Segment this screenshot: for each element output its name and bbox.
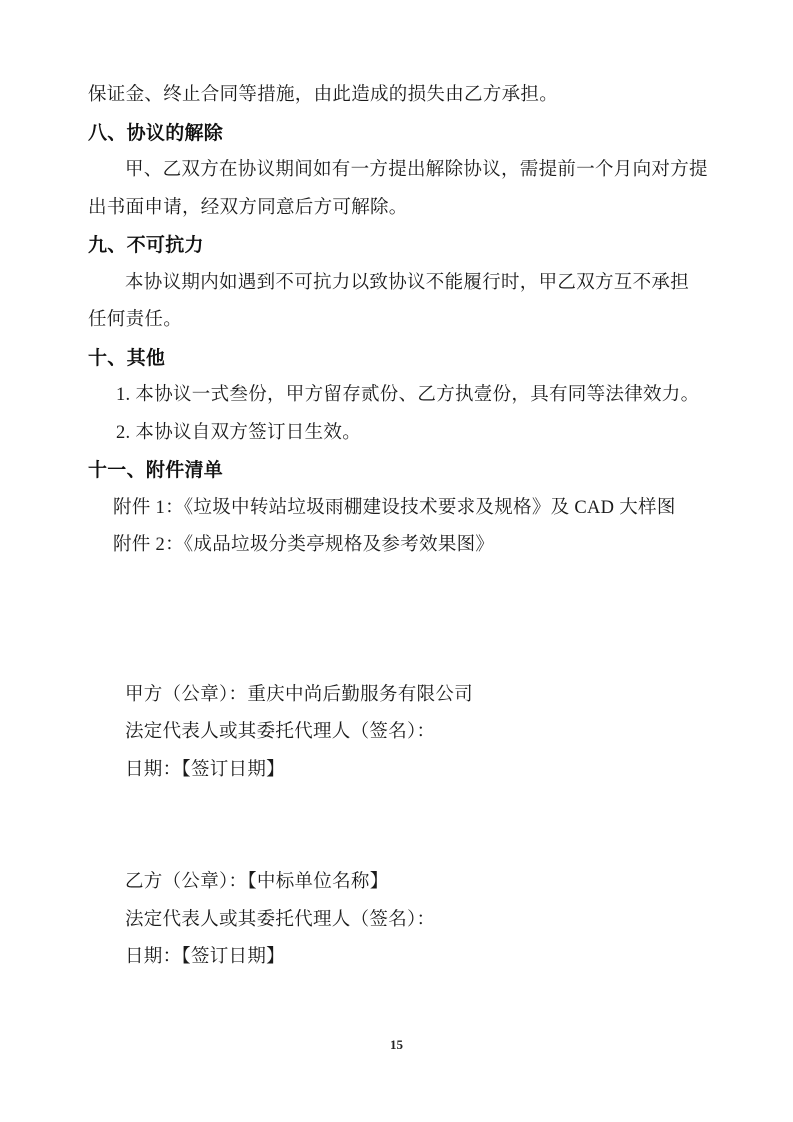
attachment-1-line: 附件 1：《垃圾中转站垃圾雨棚建设技术要求及规格》及 CAD 大样图 xyxy=(113,497,676,518)
section-10-item-1: 1. 本协议一式叁份，甲方留存贰份、乙方执壹份，具有同等法律效力。 xyxy=(116,385,700,405)
party-b-date-line: 日期：【签订日期】 xyxy=(125,947,285,967)
section-8-line-1: 甲、乙双方在协议期间如有一方提出解除协议，需提前一个月向对方提 xyxy=(125,160,708,180)
section-8-line-2: 出书面申请，经双方同意后方可解除。 xyxy=(88,197,408,218)
section-11-heading: 十一、附件清单 xyxy=(88,460,224,481)
party-b-seal-line: 乙方（公章）：【中标单位名称】 xyxy=(125,872,389,892)
continuation-paragraph-line: 保证金、终止合同等措施，由此造成的损失由乙方承担。 xyxy=(88,85,559,105)
party-b-representative-line: 法定代表人或其委托代理人（签名）： xyxy=(125,909,436,930)
spacer xyxy=(88,789,708,864)
section-10-item-2: 2. 本协议自双方签订日生效。 xyxy=(116,422,362,443)
section-9-heading: 九、不可抗力 xyxy=(88,235,204,256)
document-content xyxy=(88,77,708,977)
page-number: 15 xyxy=(390,1037,403,1052)
section-9-line-1: 本协议期内如遇到不可抗力以致协议不能履行时，甲乙双方互不承担 xyxy=(125,272,690,293)
party-a-seal-line: 甲方（公章）：重庆中尚后勤服务有限公司 xyxy=(125,684,473,705)
section-10-heading: 十、其他 xyxy=(88,347,166,369)
section-9-line-2: 任何责任。 xyxy=(88,310,183,330)
section-8-heading: 八、协议的解除 xyxy=(88,122,224,144)
spacer xyxy=(88,565,708,677)
attachment-2-line: 附件 2：《成品垃圾分类亭规格及参考效果图》 xyxy=(113,535,495,555)
party-a-date-line: 日期：【签订日期】 xyxy=(125,759,285,780)
party-a-representative-line: 法定代表人或其委托代理人（签名）： xyxy=(125,722,436,742)
